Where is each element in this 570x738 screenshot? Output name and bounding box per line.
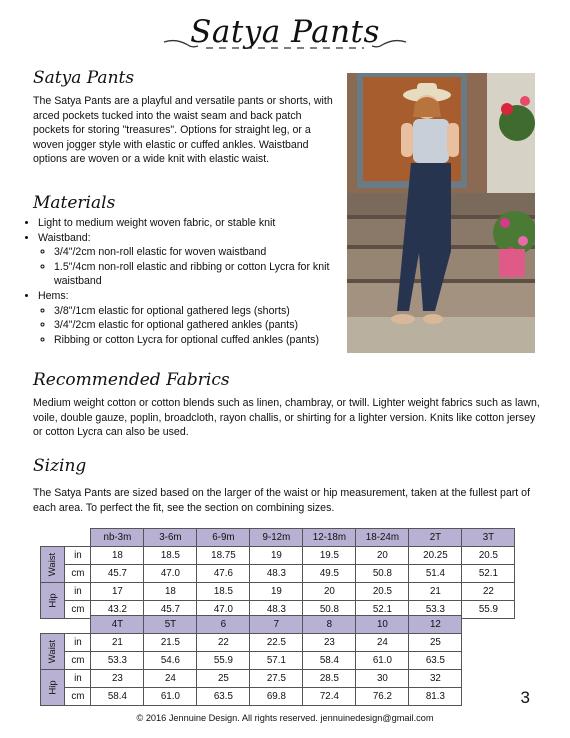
- unit-label: in: [65, 547, 91, 565]
- table-cell: 53.3: [409, 601, 462, 619]
- waist-label: Waist: [41, 547, 65, 583]
- table-cell: 18: [144, 583, 197, 601]
- table-cell: 48.3: [250, 565, 303, 583]
- size-header: 6-9m: [197, 529, 250, 547]
- table-cell: 23: [303, 634, 356, 652]
- table-row: [41, 565, 515, 583]
- table-cell: 19: [250, 583, 303, 601]
- unit-label: in: [65, 670, 91, 688]
- size-header: 4T: [91, 616, 144, 634]
- table-cell: 49.5: [303, 565, 356, 583]
- table-cell: 23: [91, 670, 144, 688]
- table-cell: 81.3: [409, 688, 462, 706]
- table-cell: 28.5: [303, 670, 356, 688]
- size-header: nb-3m: [91, 529, 144, 547]
- materials-list: [20, 216, 358, 347]
- size-header: 3T: [462, 529, 515, 547]
- table-cell: 18: [91, 547, 144, 565]
- table-cell: 24: [144, 670, 197, 688]
- intro-text: The Satya Pants are a playful and versatile pants or shorts, with arced pockets tucked into the waist seam and back patch pockets for storing "treasures". Options for straight leg, or a woven jogger style with elastic or cuffed ankles. Waistband options are woven or a wide knit with elastic waist.: [33, 95, 333, 166]
- table-cell: 52.1: [462, 565, 515, 583]
- list-item: ◦ 1.5"/4cm non-roll elastic and ribbing or cotton Lycra for knit waistband: [54, 260, 358, 289]
- table-cell: 43.2: [91, 601, 144, 619]
- title-underline-decoration: [162, 36, 408, 52]
- table-cell: 58.4: [91, 688, 144, 706]
- table-row: [41, 688, 462, 706]
- table-cell: 72.4: [303, 688, 356, 706]
- table-cell: 52.1: [356, 601, 409, 619]
- page-title: Satya Pants: [190, 14, 380, 50]
- table-cell: 21.5: [144, 634, 197, 652]
- hip-label: Hip: [41, 670, 65, 706]
- sizing-text: The Satya Pants are sized based on the larger of the waist or hip measurement, taken at the fullest part of each area. To perfect the fit, see the section on combining sizes.: [33, 487, 531, 514]
- unit-label: cm: [65, 688, 91, 706]
- table-cell: 50.8: [303, 601, 356, 619]
- table-cell: 25: [409, 634, 462, 652]
- list-item-label: Waistband:: [38, 231, 91, 244]
- table-cell: 58.4: [303, 652, 356, 670]
- table-cell: 21: [91, 634, 144, 652]
- table-cell: 57.1: [250, 652, 303, 670]
- size-header: 9-12m: [250, 529, 303, 547]
- size-table-2: [40, 615, 462, 706]
- table-cell: 63.5: [197, 688, 250, 706]
- table-row: [41, 652, 462, 670]
- table-cell: 18.5: [197, 583, 250, 601]
- table-cell: 30: [356, 670, 409, 688]
- table-cell: 47.0: [197, 601, 250, 619]
- table-cell: 19.5: [303, 547, 356, 565]
- size-table-1: [40, 528, 515, 619]
- fabrics-text: Medium weight cotton or cotton blends such as linen, chambray, or twill. Lighter weight fabrics such as lawn, voile, double gauze, poplin, broadcloth, rayon challis, or shirting for a lighter version. Knits like cotton jersey or cotton Lycra can also be used.: [33, 397, 540, 439]
- table-cell: 47.6: [197, 565, 250, 583]
- unit-label: cm: [65, 652, 91, 670]
- size-header: 2T: [409, 529, 462, 547]
- table-row: [41, 583, 515, 601]
- table-cell: 19: [250, 547, 303, 565]
- materials-heading: Materials: [33, 193, 116, 213]
- table-cell: 48.3: [250, 601, 303, 619]
- table-cell: 53.3: [91, 652, 144, 670]
- list-item: [38, 289, 358, 347]
- unit-label: in: [65, 583, 91, 601]
- size-header: 6: [197, 616, 250, 634]
- table-cell: 27.5: [250, 670, 303, 688]
- table-row: [41, 634, 462, 652]
- table-cell: 50.8: [356, 565, 409, 583]
- table-cell: 45.7: [91, 565, 144, 583]
- list-item: ◦ Ribbing or cotton Lycra for optional cuffed ankles (pants): [54, 333, 358, 348]
- table-cell: 55.9: [462, 601, 515, 619]
- table-cell: 61.0: [144, 688, 197, 706]
- footer-copyright: © 2016 Jennuine Design. All rights reserved. jennuinedesign@gmail.com: [136, 713, 434, 723]
- model-photo: [347, 73, 535, 353]
- table-cell: 18.75: [197, 547, 250, 565]
- table-cell: 22: [197, 634, 250, 652]
- table-cell: 18.5: [144, 547, 197, 565]
- table-cell: 20.25: [409, 547, 462, 565]
- list-item: ◦ 3/4"/2cm non-roll elastic for woven waistband: [54, 245, 358, 260]
- size-header: 12: [409, 616, 462, 634]
- sizing-heading: Sizing: [33, 456, 87, 476]
- unit-label: cm: [65, 601, 91, 619]
- unit-label: cm: [65, 565, 91, 583]
- page-number: 3: [520, 688, 530, 707]
- table-cell: 76.2: [356, 688, 409, 706]
- unit-label: in: [65, 634, 91, 652]
- table-cell: 17: [91, 583, 144, 601]
- table-cell: 22.5: [250, 634, 303, 652]
- table-cell: 51.4: [409, 565, 462, 583]
- table-cell: 22: [462, 583, 515, 601]
- table-cell: 25: [197, 670, 250, 688]
- table-cell: 20: [356, 547, 409, 565]
- table-cell: 32: [409, 670, 462, 688]
- table-row: [41, 670, 462, 688]
- hip-label: Hip: [41, 583, 65, 619]
- table-cell: 47.0: [144, 565, 197, 583]
- table-cell: 54.6: [144, 652, 197, 670]
- list-item: ◦ 3/8"/1cm elastic for optional gathered legs (shorts): [54, 304, 358, 319]
- table-cell: 24: [356, 634, 409, 652]
- size-header: 8: [303, 616, 356, 634]
- size-header: 7: [250, 616, 303, 634]
- table-cell: 20.5: [356, 583, 409, 601]
- table-cell: 20.5: [462, 547, 515, 565]
- size-header: 12-18m: [303, 529, 356, 547]
- list-item-label: Hems:: [38, 289, 69, 302]
- fabrics-heading: Recommended Fabrics: [33, 370, 230, 390]
- table-cell: 61.0: [356, 652, 409, 670]
- intro-heading: Satya Pants: [33, 68, 135, 88]
- size-header: 10: [356, 616, 409, 634]
- table-cell: 63.5: [409, 652, 462, 670]
- size-header: 3-6m: [144, 529, 197, 547]
- table-row: [41, 547, 515, 565]
- size-header: 18-24m: [356, 529, 409, 547]
- table-cell: 69.8: [250, 688, 303, 706]
- table-cell: 45.7: [144, 601, 197, 619]
- waist-label: Waist: [41, 634, 65, 670]
- list-item: [38, 231, 358, 289]
- size-header: 5T: [144, 616, 197, 634]
- list-item: ◦ 3/4"/2cm elastic for optional gathered ankles (pants): [54, 318, 358, 333]
- table-cell: 21: [409, 583, 462, 601]
- table-cell: 20: [303, 583, 356, 601]
- list-item: • Light to medium weight woven fabric, or stable knit: [38, 216, 358, 231]
- table-cell: 55.9: [197, 652, 250, 670]
